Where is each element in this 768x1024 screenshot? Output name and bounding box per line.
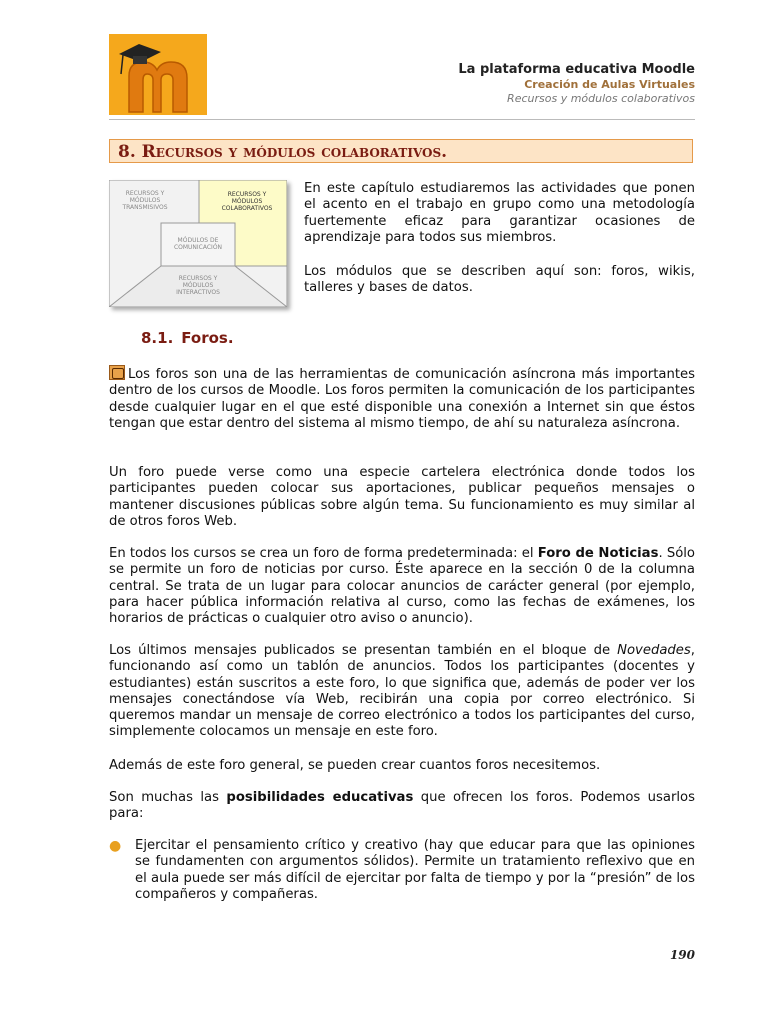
- foro-noticias-term: Foro de Noticias: [537, 546, 659, 561]
- diagram-label-transmissive: RECURSOS Y MÓDULOS TRANSMISIVOS: [122, 190, 168, 211]
- header-section: Recursos y módulos colaborativos: [507, 92, 695, 105]
- forum-icon: [109, 365, 125, 380]
- bullet-icon: ●: [109, 838, 122, 854]
- header-subtitle: Creación de Aulas Virtuales: [524, 78, 695, 91]
- body-paragraph-3: En todos los cursos se crea un foro de forma predeterminada: el Foro de Noticias. Sólo se permite un foro de noticias por curso. Éste aparece en la sección 0 de la columna central. Se trata de un lugar para colocar anuncios de carácter general (por ejemplo, para hacer pública información relativa al curso, como las fechas de exámenes, los horarios de prácticas o cualquier otro aviso o anuncio).: [109, 546, 695, 627]
- moodle-logo: [109, 34, 207, 115]
- body-paragraph-6: Son muchas las posibilidades educativas que ofrecen los foros. Podemos usarlos para:: [109, 790, 695, 822]
- page-header: [458, 62, 695, 106]
- chapter-title: Recursos y módulos colaborativos.: [141, 142, 448, 162]
- body-paragraph-1: Los foros son una de las herramientas de comunicación asíncrona más importantes dentro de los cursos de Moodle. Los foros permiten la comunicación de los participantes desde cualquier lugar en el que esté disponible una conexión a Internet sin que éstos tengan que estar dentro del sistema al mismo tiempo, de ahí su naturaleza asíncrona.: [109, 367, 695, 431]
- page-number: 190: [669, 948, 695, 962]
- posibilidades-term: posibilidades educativas: [226, 790, 414, 805]
- intro-paragraph-1: En este capítulo estudiaremos las actividades que ponen el acento en el trabajo en grupo como una metodología fuertemente eficaz para garantizar ocasiones de aprendizaje para todos sus miembros.: [304, 181, 695, 245]
- header-title: La plataforma educativa Moodle: [458, 62, 695, 77]
- body-paragraph-4: Los últimos mensajes publicados se presentan también en el bloque de Novedades, funcionando así como un tablón de anuncios. Todos los participantes (docentes y estudiantes) están suscritos a este foro, lo que significa que, además de poder ver los mensajes conectándose vía Web, recibirán una copia por correo electrónico. Si queremos mandar un mensaje de correo electrónico a todos los participantes del curso, simplemente colocamos un mensaje en este foro.: [109, 643, 695, 740]
- novedades-term: Novedades: [617, 643, 691, 658]
- bullet-item-1: Ejercitar el pensamiento crítico y creativo (hay que educar para que las opiniones se fundamenten con argumentos sólidos). Permite un tratamiento reflexivo que en el aula puede ser más difícil de ejercitar por falta de tiempo y por la “presión” de los compañeros y compañeras.: [135, 838, 695, 902]
- section-heading: [141, 329, 234, 347]
- body-paragraph-2: Un foro puede verse como una especie cartelera electrónica donde todos los participantes pueden colocar sus aportaciones, publicar pequeños mensajes o mantener discusiones públicas sobre algún tema. Su funcionamiento es muy similar al de otros foros Web.: [109, 465, 695, 529]
- section-title: Foros.: [181, 329, 234, 347]
- header-divider: [109, 119, 695, 120]
- modules-diagram: [109, 180, 287, 307]
- diagram-label-communication: MÓDULOS DE COMUNICACIÓN: [173, 237, 223, 251]
- diagram-label-interactive: RECURSOS Y MÓDULOS INTERACTIVOS: [176, 275, 220, 296]
- chapter-number: 8.: [118, 142, 136, 162]
- body-paragraph-5: Además de este foro general, se pueden crear cuantos foros necesitemos.: [109, 758, 601, 773]
- intro-paragraph-2: Los módulos que se describen aquí son: foros, wikis, talleres y bases de datos.: [304, 264, 695, 296]
- section-number: 8.1.: [141, 329, 174, 347]
- chapter-heading: [109, 139, 693, 163]
- diagram-label-collaborative: RECURSOS Y MÓDULOS COLABORATIVOS: [221, 191, 273, 212]
